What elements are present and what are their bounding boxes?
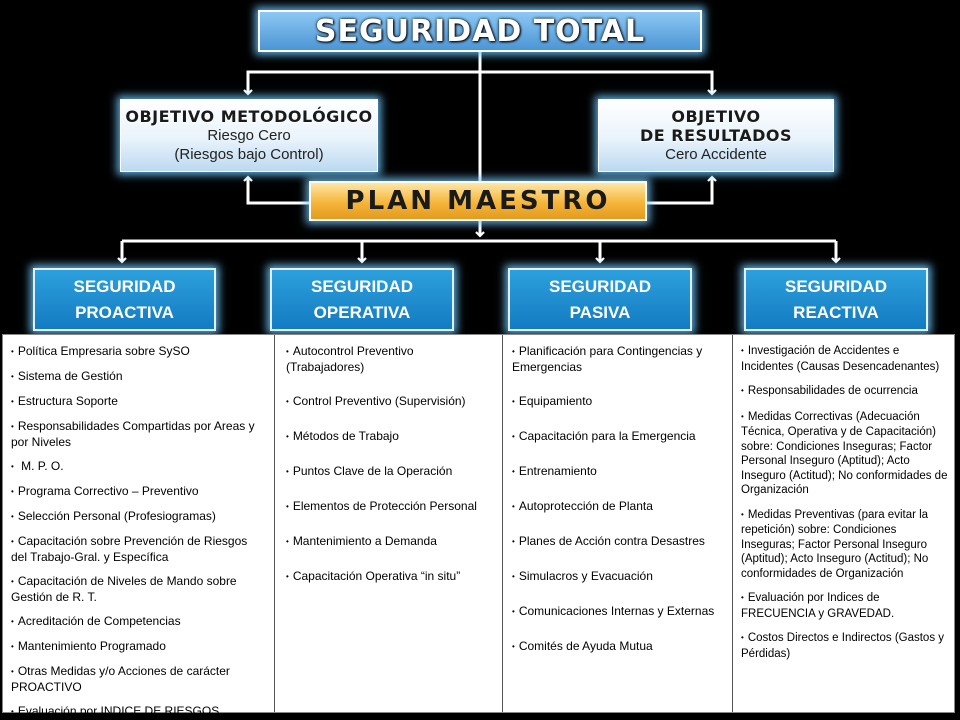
list-pasiva [512,344,724,655]
list-operativa [286,344,494,585]
list-item: • Acreditación de Competencias [11,614,266,630]
objective-methodological-line2: (Riesgos bajo Control) [174,146,324,163]
category-pasiva [508,268,692,331]
list-item: • Métodos de Trabajo [286,429,494,445]
objective-results-heading-1: OBJETIVO [671,107,761,126]
list-item: • Elementos de Protección Personal [286,499,494,515]
list-item: • Estructura Soporte [11,394,266,410]
list-item: • Autocontrol Preventivo (Trabajadores) [286,344,494,375]
list-item: • Otras Medidas y/o Acciones de carácter PROACTIVO [11,664,266,695]
list-item: • Simulacros y Evacuación [512,569,724,585]
list-item: • Selección Personal (Profesiogramas) [11,509,266,525]
list-item: • Mantenimiento Programado [11,639,266,655]
list-item: • Medidas Correctivas (Adecuación Técnica, Operativa y de Capacitación) sobre: Condiciones Inseguras; Factor Personal Inseguro (Aptitud); Acto Inseguro (Actitud); No conformidades de Organización [741,410,948,498]
category-proactiva [33,268,216,331]
arrow-plan-to-left [248,177,309,203]
list-item: • Capacitación de Niveles de Mando sobre Gestión de R. T. [11,574,266,605]
category-proactiva-line1: SEGURIDAD [73,276,176,296]
objective-results-heading-2: DE RESULTADOS [639,126,793,145]
objective-methodological-heading: OBJETIVO METODOLÓGICO [125,107,373,126]
list-item: • Planes de Acción contra Desastres [512,534,724,550]
list-item: • Responsabilidades Compartidas por Areas y por Niveles [11,419,266,450]
category-pasiva-line1: SEGURIDAD [548,276,651,296]
list-proactiva [11,344,266,720]
plan-maestro-box [309,181,647,221]
list-item: • Capacitación sobre Prevención de Riesgos del Trabajo-Gral. y Específica [11,534,266,565]
column-reactiva [733,335,956,712]
plan-maestro-text: PLAN MAESTRO [345,186,611,216]
objective-methodological-box [120,99,378,172]
content-panel [2,334,955,718]
category-reactiva [744,268,928,331]
arrow-to-objective-right [480,72,712,94]
list-item: • Política Empresaria sobre SySO [11,344,266,360]
list-item: • Programa Correctivo – Preventivo [11,484,266,500]
title-text: SEGURIDAD TOTAL [314,13,646,49]
objective-methodological-line1: Riesgo Cero [207,127,291,144]
list-item: • Equipamiento [512,394,724,410]
category-operativa-line1: SEGURIDAD [310,276,413,296]
list-item: • Planificación para Contingencias y Emergencias [512,344,724,375]
category-operativa-line2: OPERATIVA [313,302,411,322]
list-item: • Investigación de Accidentes e Incidentes (Causas Desencadenantes) [741,344,948,374]
list-item: • Comités de Ayuda Mutua [512,639,724,655]
list-item: • Medidas Preventivas (para evitar la repetición) sobre: Condiciones Inseguras; Factor Personal Inseguro (Aptitud); Acto Inseguro (Actitud); No conformidades de Organización [741,508,948,582]
objective-results-box [598,99,834,172]
list-item: • Evaluación por INDICE DE RIESGOS [11,704,266,720]
list-item: • Autoprotección de Planta [512,499,724,515]
list-item: • Entrenamiento [512,464,724,480]
column-proactiva [3,335,275,718]
category-reactiva-line1: SEGURIDAD [784,276,887,296]
column-pasiva [503,335,733,712]
category-pasiva-line2: PASIVA [569,302,631,322]
category-reactiva-line2: REACTIVA [793,302,879,322]
list-item: • Mantenimiento a Demanda [286,534,494,550]
category-operativa [270,268,454,331]
arrow-plan-to-right [647,177,712,203]
objective-results-line1: Cero Accidente [665,146,767,163]
list-item: • Sistema de Gestión [11,369,266,385]
list-item: • Capacitación para la Emergencia [512,429,724,445]
list-item: • Responsabilidades de ocurrencia [741,384,948,400]
list-item: • Costos Directos e Indirectos (Gastos y Pérdidas) [741,631,948,661]
list-item: • M. P. O. [11,459,266,475]
column-operativa [275,335,503,712]
list-reactiva [741,344,948,661]
list-item: • Capacitación Operativa “in situ” [286,569,494,585]
category-proactiva-line2: PROACTIVA [75,302,174,322]
list-item: • Puntos Clave de la Operación [286,464,494,480]
list-item: • Control Preventivo (Supervisión) [286,394,494,410]
list-item: • Evaluación por Indices de FRECUENCIA y GRAVEDAD. [741,591,948,621]
arrow-to-objective-left [248,72,480,94]
title-box [258,10,702,52]
list-item: • Comunicaciones Internas y Externas [512,604,724,620]
